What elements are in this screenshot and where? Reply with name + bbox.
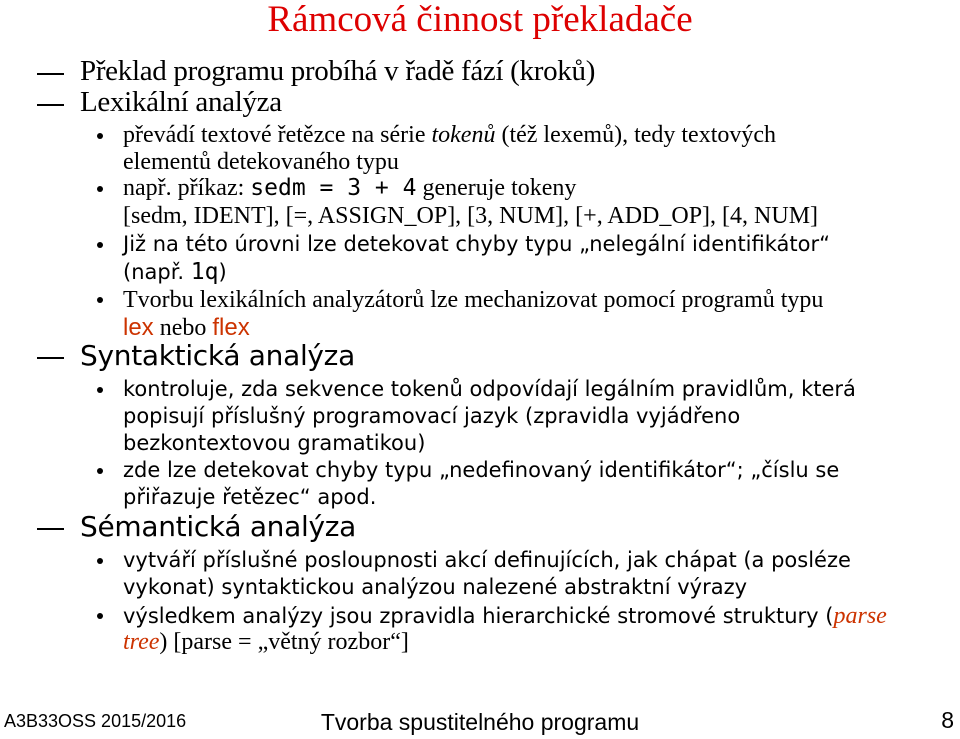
code-1q: 1q: [190, 259, 219, 285]
item-dash: [37, 528, 64, 530]
syn-bullet-2-cont: přiřazuje řetězec“ apod.: [123, 485, 377, 509]
bullet-dot: [97, 558, 103, 564]
lex-bullet-4: Tvorbu lexikálních analyzátorů lze mechanizovat pomocí programů typu: [123, 287, 824, 313]
tool-lex: lex: [123, 314, 154, 341]
bullet-dot: [97, 133, 103, 139]
term-parse: parse: [833, 603, 887, 629]
syn-bullet-1-cont: popisují příslušný programovací jazyk (zpravidla vyjádřeno: [123, 404, 741, 428]
lex-bullet-1: převádí textové řetězce na série tokenů (též lexemů), tedy textových: [123, 122, 777, 148]
sem-bullet-1: vytváří příslušné posloupnosti akcí definujících, jak chápat (a posléze: [123, 548, 851, 572]
item-dash: [37, 104, 64, 106]
slide-title: Rámcová činnost překladače: [267, 0, 693, 40]
footer-course: A3B33OSS 2015/2016: [4, 711, 187, 731]
syn-bullet-2: zde lze detekovat chyby typu „nedefinovaný identifikátor“; „číslu se: [123, 458, 840, 482]
bullet-dot: [97, 468, 103, 474]
item-syntakticka: Syntaktická analýza: [80, 339, 355, 372]
bullet-dot: [97, 242, 103, 248]
item-semanticka: Sémantická analýza: [80, 510, 356, 543]
bullet-dot: [97, 387, 103, 393]
sem-bullet-2-cont: tree) [parse = „větný rozbor“]: [123, 629, 409, 655]
tool-flex: flex: [212, 314, 250, 341]
term-tree: tree: [123, 629, 160, 655]
lex-bullet-3-cont: (např. 1q): [123, 259, 227, 285]
footer-topic: Tvorba spustitelného programu: [320, 709, 640, 735]
page-number: 8: [941, 707, 954, 733]
term-tokenu: tokenů: [431, 122, 496, 148]
item-dash: [37, 357, 64, 359]
code-sedm: sedm = 3 + 4: [250, 175, 417, 201]
bullet-dot: [97, 613, 103, 619]
lex-bullet-3: Již na této úrovni lze detekovat chyby typu „nelegální identifikátor“: [123, 232, 830, 256]
bullet-dot: [97, 297, 103, 303]
bullet-dot: [97, 186, 103, 192]
lex-bullet-2: např. příkaz: sedm = 3 + 4 generuje tokeny: [123, 175, 577, 201]
item-dash: [37, 73, 64, 75]
lex-bullet-4-cont: lex nebo flex: [123, 314, 250, 341]
sem-bullet-1-cont: vykonat) syntaktickou analýzou nalezené abstraktní výrazy: [123, 575, 748, 599]
item-lexikalni: Lexikální analýza: [80, 86, 282, 118]
lex-bullet-2-cont: [sedm, IDENT], [=, ASSIGN_OP], [3, NUM], [+, ADD_OP], [4, NUM]: [123, 203, 819, 229]
sem-bullet-2: výsledkem analýzy jsou zpravidla hierarchické stromové struktury (parse: [123, 603, 887, 629]
item-preklad: Překlad programu probíhá v řadě fází (kroků): [80, 55, 596, 87]
lex-bullet-1-cont: elementů detekovaného typu: [123, 149, 399, 175]
syn-bullet-1-cont2: bezkontextovou gramatikou): [123, 431, 426, 455]
syn-bullet-1: kontroluje, zda sekvence tokenů odpovídají legálním pravidlům, která: [123, 377, 856, 401]
